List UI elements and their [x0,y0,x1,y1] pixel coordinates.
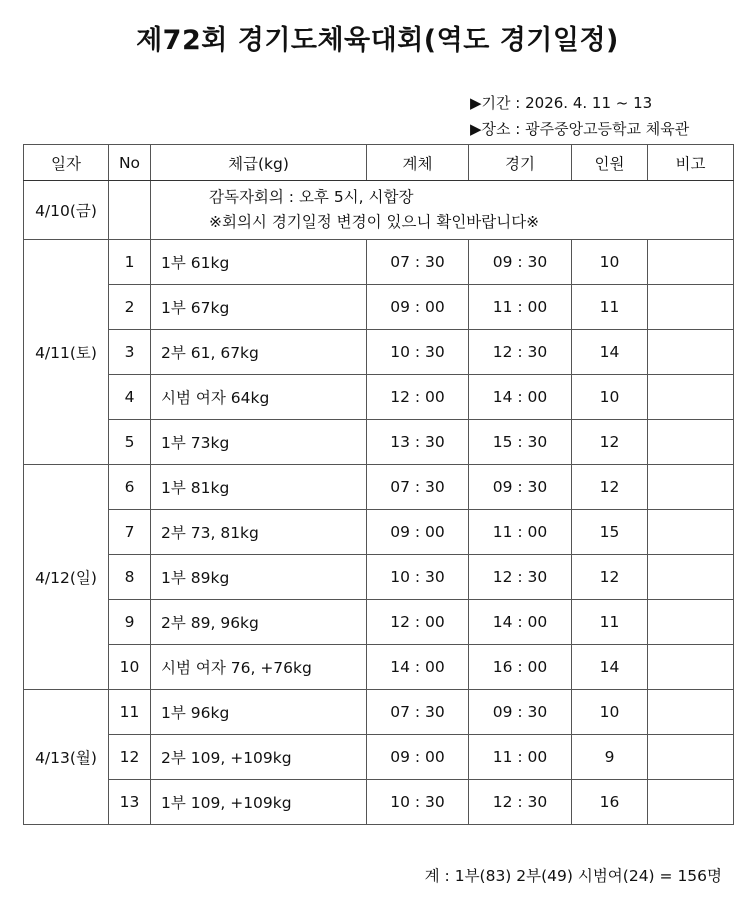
date-cell: 4/11(토) [24,240,109,465]
weigh-in-cell: 12 : 00 [367,600,469,645]
count-cell: 9 [572,735,648,780]
table-row [24,375,734,420]
weight-class-cell: 1부 73kg [151,420,367,465]
weigh-in-cell: 09 : 00 [367,510,469,555]
no-cell: 4 [109,375,151,420]
no-cell: 2 [109,285,151,330]
competition-time-cell: 14 : 00 [469,375,572,420]
remark-cell [648,645,734,690]
no-cell: 1 [109,240,151,285]
header-competition: 경기 [469,145,572,181]
competition-time-cell: 09 : 30 [469,690,572,735]
table-row [24,600,734,645]
venue-info: ▶장소 : 광주중앙고등학교 체육관 [470,120,690,138]
weigh-in-cell: 09 : 00 [367,285,469,330]
meeting-note [151,181,734,240]
competition-time-cell: 12 : 30 [469,330,572,375]
header-no: No [109,145,151,181]
header-row [24,145,734,181]
weight-class-cell: 1부 61kg [151,240,367,285]
count-cell: 10 [572,240,648,285]
count-cell: 12 [572,465,648,510]
period-info: ▶기간 : 2026. 4. 11 ~ 13 [470,94,653,112]
competition-time-cell: 09 : 30 [469,465,572,510]
remark-cell [648,600,734,645]
remark-cell [648,420,734,465]
count-cell: 14 [572,645,648,690]
count-cell: 15 [572,510,648,555]
meeting-no [109,181,151,240]
no-cell: 11 [109,690,151,735]
competition-time-cell: 09 : 30 [469,240,572,285]
competition-time-cell: 15 : 30 [469,420,572,465]
weigh-in-cell: 13 : 30 [367,420,469,465]
header-count: 인원 [572,145,648,181]
remark-cell [648,375,734,420]
count-cell: 12 [572,420,648,465]
weigh-in-cell: 07 : 30 [367,240,469,285]
weight-class-cell: 1부 89kg [151,555,367,600]
competition-time-cell: 12 : 30 [469,780,572,825]
table-row [24,240,734,285]
remark-cell [648,510,734,555]
table-row [24,510,734,555]
table-row [24,285,734,330]
no-cell: 6 [109,465,151,510]
table-row [24,735,734,780]
meeting-row [24,181,734,240]
no-cell: 3 [109,330,151,375]
count-cell: 11 [572,600,648,645]
weight-class-cell: 시범 여자 76, +76kg [151,645,367,690]
weigh-in-cell: 09 : 00 [367,735,469,780]
no-cell: 5 [109,420,151,465]
table-row [24,465,734,510]
weight-class-cell: 2부 109, +109kg [151,735,367,780]
remark-cell [648,555,734,600]
count-cell: 11 [572,285,648,330]
count-cell: 10 [572,375,648,420]
weight-class-cell: 1부 109, +109kg [151,780,367,825]
count-cell: 14 [572,330,648,375]
weight-class-cell: 2부 73, 81kg [151,510,367,555]
table-row [24,690,734,735]
page-title: 제72회 경기도체육대회(역도 경기일정) [136,25,619,56]
no-cell: 13 [109,780,151,825]
weight-class-cell: 시범 여자 64kg [151,375,367,420]
remark-cell [648,735,734,780]
no-cell: 9 [109,600,151,645]
table-row [24,555,734,600]
weigh-in-cell: 10 : 30 [367,555,469,600]
competition-time-cell: 12 : 30 [469,555,572,600]
weigh-in-cell: 14 : 00 [367,645,469,690]
meeting-line-2: ※회의시 경기일정 변경이 있으니 확인바랍니다※ [209,213,540,231]
header-date: 일자 [24,145,109,181]
remark-cell [648,240,734,285]
weigh-in-cell: 07 : 30 [367,690,469,735]
no-cell: 10 [109,645,151,690]
weight-class-cell: 1부 96kg [151,690,367,735]
meeting-line-1: 감독자회의 : 오후 5시, 시합장 [209,188,414,206]
remark-cell [648,285,734,330]
schedule-table [23,144,734,825]
competition-time-cell: 11 : 00 [469,735,572,780]
weigh-in-cell: 12 : 00 [367,375,469,420]
header-weight-class: 체급(kg) [151,145,367,181]
table-row [24,330,734,375]
no-cell: 12 [109,735,151,780]
table-row [24,780,734,825]
weigh-in-cell: 07 : 30 [367,465,469,510]
remark-cell [648,690,734,735]
header-remark: 비고 [648,145,734,181]
no-cell: 7 [109,510,151,555]
no-cell: 8 [109,555,151,600]
competition-time-cell: 11 : 00 [469,285,572,330]
date-cell: 4/12(일) [24,465,109,690]
weigh-in-cell: 10 : 30 [367,780,469,825]
remark-cell [648,465,734,510]
competition-time-cell: 14 : 00 [469,600,572,645]
date-cell: 4/13(월) [24,690,109,825]
count-cell: 12 [572,555,648,600]
remark-cell [648,330,734,375]
count-cell: 10 [572,690,648,735]
weight-class-cell: 1부 67kg [151,285,367,330]
total-summary: 계 : 1부(83) 2부(49) 시범여(24) = 156명 [424,867,722,885]
weight-class-cell: 2부 61, 67kg [151,330,367,375]
table-row [24,645,734,690]
remark-cell [648,780,734,825]
table-row [24,420,734,465]
count-cell: 16 [572,780,648,825]
competition-time-cell: 11 : 00 [469,510,572,555]
meeting-date: 4/10(금) [24,181,109,240]
weight-class-cell: 2부 89, 96kg [151,600,367,645]
weigh-in-cell: 10 : 30 [367,330,469,375]
header-weigh-in: 계체 [367,145,469,181]
competition-time-cell: 16 : 00 [469,645,572,690]
weight-class-cell: 1부 81kg [151,465,367,510]
